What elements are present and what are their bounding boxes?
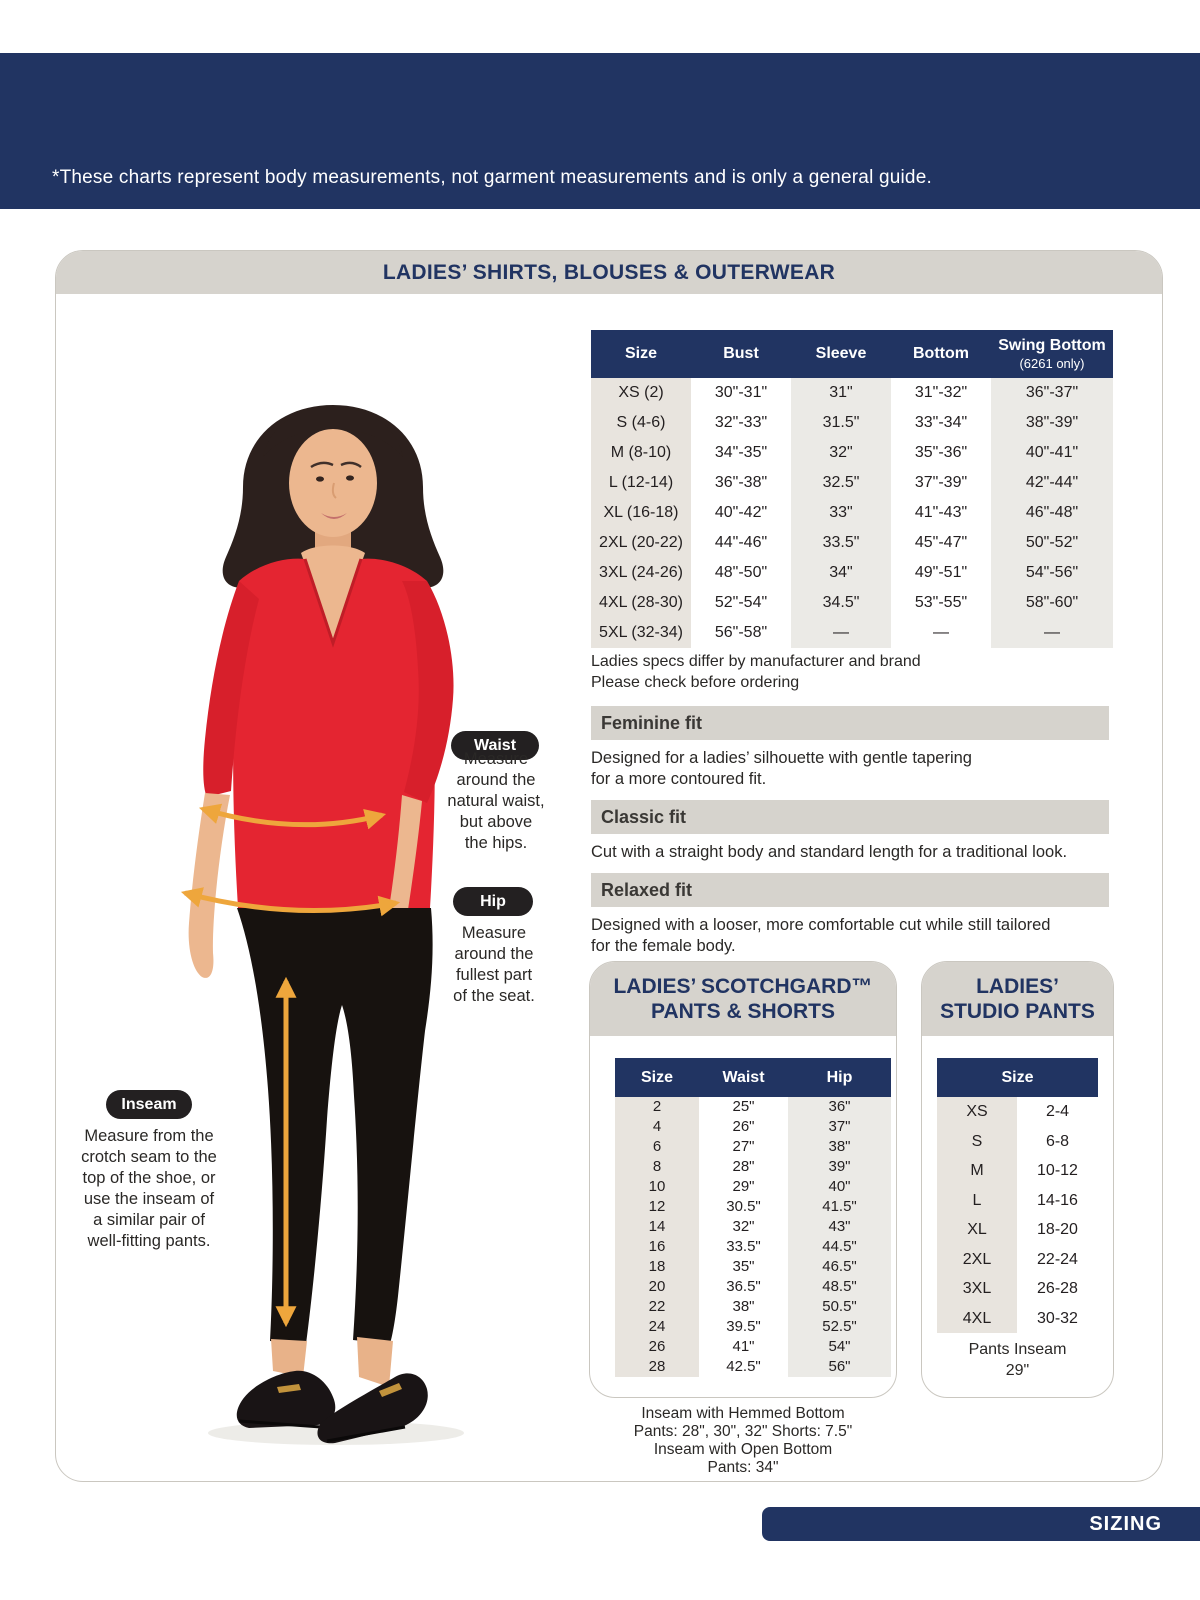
column-header: Sleeve [815, 345, 867, 362]
relaxed-fit-text: Designed with a looser, more comfortable cut while still tailored for the female body. [591, 916, 1051, 955]
table-row [615, 1237, 891, 1257]
table-cell: S [937, 1127, 1017, 1157]
table-cell: 44.5" [788, 1237, 891, 1257]
table-cell: — [933, 624, 949, 641]
table-cell: 4 [615, 1117, 699, 1137]
column-header: Swing Bottom (6261 only) [998, 337, 1106, 371]
table-cell: 29" [732, 1178, 755, 1195]
shirts-footnote: Ladies specs differ by manufacturer and brand Please check before ordering [591, 653, 921, 691]
table-cell: 36.5" [726, 1278, 761, 1295]
table-cell: 28 [615, 1357, 699, 1377]
table-cell: 5XL (32-34) [591, 618, 691, 648]
table-row [591, 588, 1113, 618]
table-cell: 33.5" [726, 1238, 761, 1255]
table-cell: 2XL (20-22) [591, 528, 691, 558]
table-cell: 42"-44" [991, 468, 1113, 498]
table-cell: 46.5" [788, 1257, 891, 1277]
table-cell: 37"-39" [914, 474, 968, 491]
table-cell: 52.5" [788, 1317, 891, 1337]
top-banner [0, 53, 1200, 209]
table-cell: 3XL [937, 1274, 1017, 1304]
table-cell: 3XL (24-26) [591, 558, 691, 588]
shirts-table-body [591, 378, 1113, 648]
table-row [937, 1245, 1098, 1275]
table-cell: 30"-31" [714, 384, 768, 401]
shirts-table [591, 330, 1113, 648]
table-cell: 27" [732, 1138, 755, 1155]
table-cell: 2XL [937, 1245, 1017, 1275]
table-row [615, 1277, 891, 1297]
disclaimer-text: *These charts represent body measurements, not garment measurements and is only a general guide. [52, 167, 932, 188]
card-title-bar [56, 251, 1162, 294]
table-cell: 40" [788, 1177, 891, 1197]
scotchgard-table-header [615, 1058, 891, 1097]
table-cell: — [791, 618, 891, 648]
table-row [615, 1317, 891, 1337]
table-row [937, 1215, 1098, 1245]
table-cell: 31.5" [791, 408, 891, 438]
table-cell: 30-32 [1037, 1309, 1078, 1327]
table-cell: XL (16-18) [591, 498, 691, 528]
table-cell: 30.5" [726, 1198, 761, 1215]
table-cell: 6-8 [1045, 1132, 1070, 1150]
table-cell: 12 [615, 1197, 699, 1217]
table-cell: 18-20 [1037, 1221, 1078, 1238]
scotchgard-table [615, 1058, 891, 1377]
table-cell: 26" [732, 1118, 755, 1135]
table-cell: 36" [788, 1097, 891, 1117]
table-cell: 38"-39" [991, 408, 1113, 438]
size-guide-card [55, 250, 1163, 1482]
table-row [937, 1127, 1098, 1157]
table-cell: 39.5" [726, 1318, 761, 1335]
table-row [591, 618, 1113, 648]
table-cell: XL [937, 1215, 1017, 1245]
table-row [591, 438, 1113, 468]
table-row [615, 1097, 891, 1117]
studio-table-body [937, 1097, 1098, 1333]
table-cell: 41.5" [788, 1197, 891, 1217]
page-title: LADIES’ SHIRTS, BLOUSES & OUTERWEAR [382, 261, 836, 284]
table-cell: S (4-6) [591, 408, 691, 438]
scotchgard-inseam-note: Inseam with Hemmed Bottom Pants: 28", 30", 32" Shorts: 7.5" Inseam with Open Bottom Pants: 34" [633, 1405, 853, 1476]
column-header: Bust [723, 345, 759, 362]
table-row [615, 1117, 891, 1137]
table-cell: 43" [788, 1217, 891, 1237]
table-cell: 39" [788, 1157, 891, 1177]
table-row [591, 378, 1113, 408]
shirts-table-header [591, 330, 1113, 378]
table-cell: 37" [788, 1117, 891, 1137]
table-cell: — [991, 618, 1113, 648]
table-cell: 38" [788, 1137, 891, 1157]
table-cell: 32" [791, 438, 891, 468]
table-cell: 40"-41" [991, 438, 1113, 468]
table-cell: 48"-50" [714, 564, 768, 581]
table-cell: 6 [615, 1137, 699, 1157]
classic-fit-text: Cut with a straight body and standard length for a traditional look. [591, 843, 1068, 861]
table-cell: 4XL (28-30) [591, 588, 691, 618]
table-cell: 33.5" [791, 528, 891, 558]
table-cell: 32" [732, 1218, 755, 1235]
table-row [591, 528, 1113, 558]
table-row [615, 1297, 891, 1317]
feminine-fit-text: Designed for a ladies’ silhouette with gentle tapering for a more contoured fit. [591, 749, 972, 788]
relaxed-fit-header: Relaxed fit [591, 873, 1109, 907]
table-cell: 24 [615, 1317, 699, 1337]
table-cell: 35"-36" [914, 444, 968, 461]
table-cell: 53"-55" [914, 594, 968, 611]
column-header: Hip [826, 1068, 853, 1086]
table-cell: 54"-56" [991, 558, 1113, 588]
table-row [615, 1197, 891, 1217]
table-cell: 56" [788, 1357, 891, 1377]
table-cell: 16 [615, 1237, 699, 1257]
table-cell: 10 [615, 1177, 699, 1197]
table-cell: 50.5" [788, 1297, 891, 1317]
table-cell: 22 [615, 1297, 699, 1317]
table-cell: 38" [732, 1298, 755, 1315]
table-cell: 40"-42" [714, 504, 768, 521]
table-row [937, 1304, 1098, 1334]
table-cell: 33" [791, 498, 891, 528]
table-cell: 14-16 [1037, 1191, 1078, 1209]
table-cell: M (8-10) [591, 438, 691, 468]
table-cell: 8 [615, 1157, 699, 1177]
table-cell: 34"-35" [714, 444, 768, 461]
table-cell: XS (2) [591, 378, 691, 408]
table-cell: 36"-37" [991, 378, 1113, 408]
table-row [615, 1337, 891, 1357]
table-cell: 2-4 [1045, 1103, 1070, 1120]
table-cell: L (12-14) [591, 468, 691, 498]
table-cell: 49"-51" [914, 564, 968, 581]
table-cell: 41"-43" [914, 504, 968, 521]
table-cell: 4XL [937, 1304, 1017, 1334]
table-row [937, 1186, 1098, 1216]
table-cell: 26-28 [1037, 1280, 1078, 1297]
table-cell: 46"-48" [991, 498, 1113, 528]
studio-pants-card [921, 961, 1114, 1398]
table-cell: 50"-52" [991, 528, 1113, 558]
table-cell: 34.5" [791, 588, 891, 618]
table-row [615, 1217, 891, 1237]
column-header: Waist [722, 1068, 765, 1086]
table-cell: 28" [732, 1158, 755, 1175]
table-cell: 52"-54" [714, 594, 768, 611]
table-cell: 42.5" [726, 1358, 761, 1375]
table-cell: 41" [732, 1338, 755, 1355]
studio-card-header: LADIES’ STUDIO PANTS [922, 962, 1113, 1036]
table-cell: 34" [791, 558, 891, 588]
column-header: Size [624, 345, 657, 362]
studio-inseam-note: Pants Inseam 29" [968, 1341, 1067, 1379]
table-cell: 54" [788, 1337, 891, 1357]
table-cell: 32.5" [791, 468, 891, 498]
table-cell: 35" [732, 1258, 755, 1275]
table-row [591, 498, 1113, 528]
scotchgard-table-body [615, 1097, 891, 1377]
column-header: Size [1001, 1068, 1034, 1086]
table-row [615, 1137, 891, 1157]
sizing-tab [762, 1507, 1200, 1541]
model-pants [237, 908, 433, 1344]
table-cell: L [937, 1186, 1017, 1216]
scotchgard-card [589, 961, 897, 1398]
scotchgard-card-header: LADIES’ SCOTCHGARD™ PANTS & SHORTS [590, 962, 896, 1036]
table-cell: 56"-58" [714, 624, 768, 641]
table-row [591, 408, 1113, 438]
table-cell: 14 [615, 1217, 699, 1237]
studio-table [937, 1058, 1098, 1333]
hip-label-pill: Hip [453, 887, 533, 916]
table-cell: 31" [791, 378, 891, 408]
table-cell: M [937, 1156, 1017, 1186]
table-row [591, 468, 1113, 498]
table-cell: 26 [615, 1337, 699, 1357]
table-cell: 18 [615, 1257, 699, 1277]
table-cell: 48.5" [788, 1277, 891, 1297]
table-row [615, 1357, 891, 1377]
table-row [937, 1097, 1098, 1127]
table-cell: 45"-47" [914, 534, 968, 551]
table-row [937, 1274, 1098, 1304]
table-cell: 31"-32" [914, 384, 968, 401]
studio-table-header [937, 1058, 1098, 1097]
column-header: Bottom [913, 345, 969, 362]
waist-label-pill: Waist [451, 731, 539, 760]
table-row [937, 1156, 1098, 1186]
table-cell: 10-12 [1037, 1162, 1078, 1179]
classic-fit-header: Classic fit [591, 800, 1109, 834]
table-cell: 33"-34" [914, 414, 968, 431]
table-cell: 58"-60" [991, 588, 1113, 618]
table-cell: 36"-38" [714, 474, 768, 491]
inseam-annotation-text: Measure from the crotch seam to the top of the shoe, or use the inseam of a similar pair of well-fitting pants. [81, 1127, 217, 1250]
table-cell: 44"-46" [714, 534, 768, 551]
table-cell: 22-24 [1037, 1250, 1078, 1268]
waist-annotation-text: Measure around the natural waist, but above the hips. [447, 750, 545, 852]
sizing-tab-label: SIZING [1089, 1513, 1162, 1535]
table-cell: 2 [615, 1097, 699, 1117]
table-cell: XS [937, 1097, 1017, 1127]
table-row [615, 1157, 891, 1177]
table-row [615, 1177, 891, 1197]
hip-annotation-text: Measure around the fullest part of the seat. [453, 924, 535, 1005]
table-row [615, 1257, 891, 1277]
column-header: Size [640, 1068, 673, 1086]
inseam-label-pill: Inseam [106, 1090, 192, 1119]
table-cell: 25" [732, 1098, 755, 1115]
table-row [591, 558, 1113, 588]
feminine-fit-header: Feminine fit [591, 706, 1109, 740]
table-cell: 20 [615, 1277, 699, 1297]
table-cell: 32"-33" [714, 414, 768, 431]
